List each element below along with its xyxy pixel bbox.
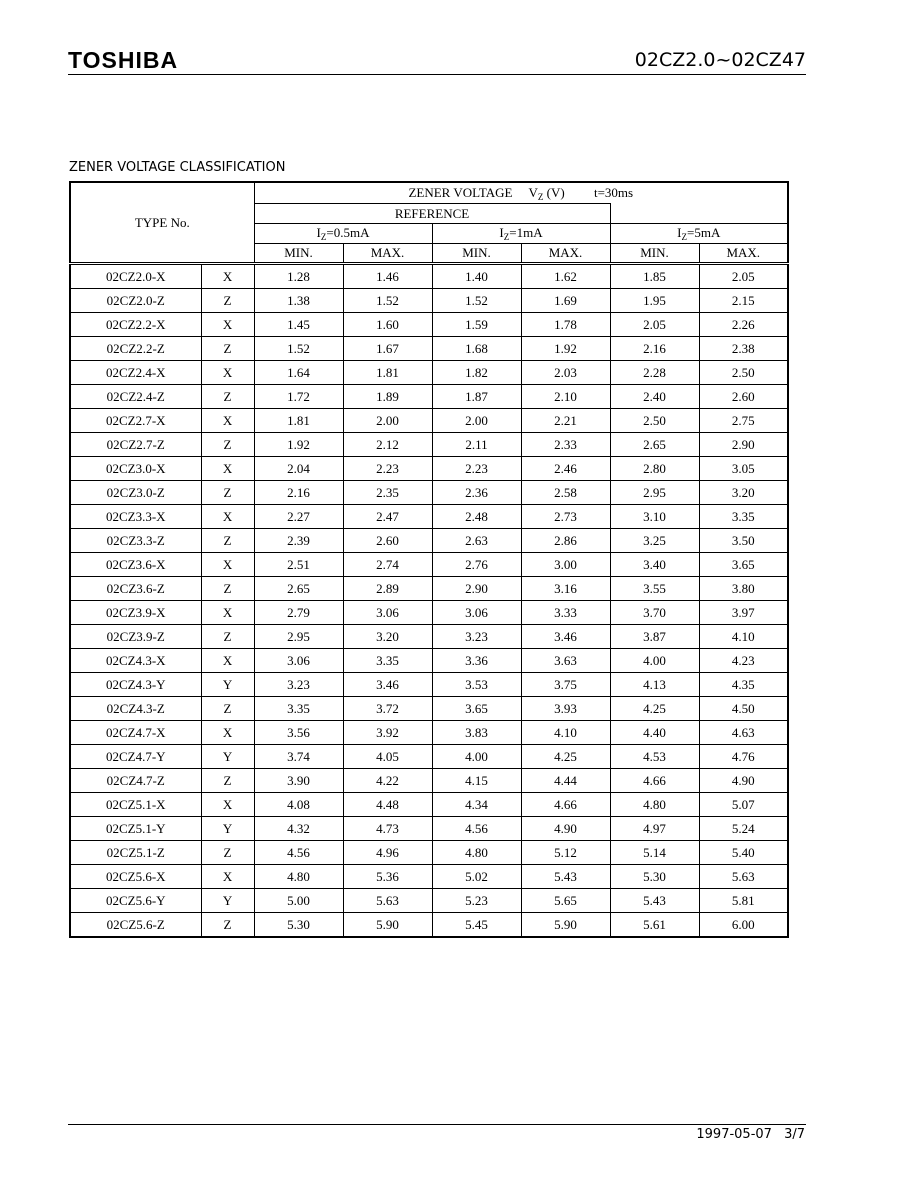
ref-1ma-min-cell: 3.83 — [432, 721, 521, 745]
ref-1ma-min-cell: 2.76 — [432, 553, 521, 577]
ref-05ma-min-cell: 2.27 — [254, 505, 343, 529]
iz-05ma-value: =0.5mA — [326, 225, 370, 240]
ref-05ma-min-cell: 2.95 — [254, 625, 343, 649]
ref-1ma-max-cell: 3.00 — [521, 553, 610, 577]
ref-05ma-max-cell: 3.20 — [343, 625, 432, 649]
type-cell: 02CZ2.2-X — [70, 313, 201, 337]
min-header: MIN. — [610, 244, 699, 264]
ref-1ma-min-cell: 3.06 — [432, 601, 521, 625]
iz-subscript: Z — [681, 232, 688, 242]
iz-5ma-min-cell: 4.13 — [610, 673, 699, 697]
ref-05ma-min-cell: 2.04 — [254, 457, 343, 481]
class-cell: X — [201, 601, 254, 625]
table-row — [70, 457, 788, 481]
iz-5ma-max-cell: 5.81 — [699, 889, 788, 913]
brand-logo: TOSHIBA — [68, 47, 179, 73]
table-row — [70, 913, 788, 938]
class-cell: Z — [201, 625, 254, 649]
ref-1ma-max-cell: 2.33 — [521, 433, 610, 457]
ref-1ma-max-cell: 2.21 — [521, 409, 610, 433]
ref-05ma-max-cell: 3.35 — [343, 649, 432, 673]
table-row — [70, 625, 788, 649]
iz-symbol: I — [316, 225, 321, 240]
iz-5ma-max-cell: 4.35 — [699, 673, 788, 697]
iz-5ma-max-cell: 2.05 — [699, 264, 788, 289]
class-cell: Y — [201, 673, 254, 697]
iz-5ma-min-cell: 4.53 — [610, 745, 699, 769]
table-row — [70, 673, 788, 697]
ref-1ma-max-cell: 4.44 — [521, 769, 610, 793]
type-cell: 02CZ3.6-X — [70, 553, 201, 577]
zener-voltage-header — [254, 182, 788, 204]
iz-5ma-max-cell: 2.50 — [699, 361, 788, 385]
class-cell: Z — [201, 481, 254, 505]
ref-1ma-min-cell: 1.59 — [432, 313, 521, 337]
iz-5ma-min-cell: 2.16 — [610, 337, 699, 361]
type-cell: 02CZ3.3-X — [70, 505, 201, 529]
ref-05ma-min-cell: 2.65 — [254, 577, 343, 601]
type-header-label: TYPE No. — [134, 214, 190, 230]
type-cell: 02CZ3.9-X — [70, 601, 201, 625]
ref-1ma-max-cell: 3.63 — [521, 649, 610, 673]
class-cell: Z — [201, 529, 254, 553]
part-range-title: 02CZ2.0~02CZ47 — [634, 49, 806, 71]
iz-5ma-max-cell: 3.05 — [699, 457, 788, 481]
iz-5ma-max-cell: 3.97 — [699, 601, 788, 625]
ref-05ma-max-cell: 2.00 — [343, 409, 432, 433]
table-row — [70, 385, 788, 409]
zener-voltage-table — [69, 181, 789, 938]
class-cell: X — [201, 409, 254, 433]
ref-05ma-min-cell: 1.38 — [254, 289, 343, 313]
iz-symbol: I — [677, 225, 682, 240]
ref-05ma-min-cell: 3.23 — [254, 673, 343, 697]
vz-symbol: V — [528, 184, 538, 200]
type-cell: 02CZ5.6-X — [70, 865, 201, 889]
ref-1ma-min-cell: 3.36 — [432, 649, 521, 673]
ref-05ma-max-cell: 2.47 — [343, 505, 432, 529]
ref-05ma-min-cell: 1.28 — [254, 264, 343, 289]
iz-symbol: I — [499, 225, 504, 240]
ref-05ma-max-cell: 3.72 — [343, 697, 432, 721]
type-cell: 02CZ5.1-X — [70, 793, 201, 817]
ref-1ma-max-cell: 4.10 — [521, 721, 610, 745]
ref-05ma-min-cell: 1.92 — [254, 433, 343, 457]
iz-5ma-min-cell: 5.61 — [610, 913, 699, 938]
ref-1ma-max-cell: 2.46 — [521, 457, 610, 481]
table-row — [70, 769, 788, 793]
ref-05ma-max-cell: 2.12 — [343, 433, 432, 457]
ref-05ma-min-cell: 1.81 — [254, 409, 343, 433]
type-cell: 02CZ3.3-Z — [70, 529, 201, 553]
footer-date: 1997-05-07 — [696, 1127, 772, 1142]
type-cell: 02CZ4.3-X — [70, 649, 201, 673]
ref-05ma-max-cell: 2.35 — [343, 481, 432, 505]
iz-5ma-max-cell: 4.50 — [699, 697, 788, 721]
iz-5ma-max-cell: 3.20 — [699, 481, 788, 505]
ref-1ma-min-cell: 3.53 — [432, 673, 521, 697]
iz-5ma-max-cell: 2.38 — [699, 337, 788, 361]
ref-1ma-max-cell: 5.65 — [521, 889, 610, 913]
ref-05ma-min-cell: 2.39 — [254, 529, 343, 553]
ref-1ma-max-cell: 2.86 — [521, 529, 610, 553]
class-cell: Z — [201, 433, 254, 457]
table-row — [70, 409, 788, 433]
table-body — [70, 264, 788, 938]
table-header — [70, 182, 788, 264]
ref-1ma-max-cell: 1.78 — [521, 313, 610, 337]
ref-05ma-max-cell: 4.96 — [343, 841, 432, 865]
footer-divider — [68, 1124, 806, 1125]
class-cell: Z — [201, 841, 254, 865]
iz-5ma-min-cell: 4.00 — [610, 649, 699, 673]
ref-1ma-min-cell: 2.63 — [432, 529, 521, 553]
ref-05ma-max-cell: 2.74 — [343, 553, 432, 577]
min-header: MIN. — [254, 244, 343, 264]
type-cell: 02CZ3.0-X — [70, 457, 201, 481]
class-cell: Z — [201, 577, 254, 601]
ref-05ma-min-cell: 1.64 — [254, 361, 343, 385]
type-cell: 02CZ5.6-Z — [70, 913, 201, 938]
ref-05ma-min-cell: 1.52 — [254, 337, 343, 361]
iz-5ma-value: =5mA — [687, 225, 721, 240]
class-cell: Z — [201, 337, 254, 361]
iz-5ma-max-cell: 4.23 — [699, 649, 788, 673]
iz-5ma-max-cell: 2.26 — [699, 313, 788, 337]
iz-5ma-min-cell: 2.80 — [610, 457, 699, 481]
class-cell: Z — [201, 385, 254, 409]
vz-subscript: Z — [537, 191, 544, 202]
ref-1ma-min-cell: 4.34 — [432, 793, 521, 817]
reference-header — [254, 204, 610, 224]
type-header — [70, 182, 254, 264]
class-cell: Y — [201, 889, 254, 913]
ref-1ma-max-cell: 1.92 — [521, 337, 610, 361]
ref-05ma-min-cell: 5.30 — [254, 913, 343, 938]
ref-05ma-max-cell: 1.67 — [343, 337, 432, 361]
reference-blank — [610, 204, 788, 224]
ref-05ma-max-cell: 1.60 — [343, 313, 432, 337]
ref-05ma-max-cell: 1.46 — [343, 264, 432, 289]
ref-05ma-min-cell: 1.72 — [254, 385, 343, 409]
ref-1ma-max-cell: 4.66 — [521, 793, 610, 817]
ref-05ma-min-cell: 2.79 — [254, 601, 343, 625]
iz-5ma-min-cell: 4.66 — [610, 769, 699, 793]
table-row — [70, 577, 788, 601]
ref-1ma-max-cell: 2.58 — [521, 481, 610, 505]
ref-1ma-min-cell: 2.11 — [432, 433, 521, 457]
ref-1ma-min-cell: 1.52 — [432, 289, 521, 313]
table-row — [70, 313, 788, 337]
ref-05ma-max-cell: 4.48 — [343, 793, 432, 817]
class-cell: Y — [201, 745, 254, 769]
table-row — [70, 601, 788, 625]
class-cell: X — [201, 865, 254, 889]
type-cell: 02CZ5.1-Y — [70, 817, 201, 841]
ref-1ma-min-cell: 4.80 — [432, 841, 521, 865]
iz-subscript: Z — [320, 232, 327, 242]
table-row — [70, 817, 788, 841]
ref-05ma-min-cell: 4.80 — [254, 865, 343, 889]
table-row — [70, 793, 788, 817]
ref-1ma-min-cell: 3.23 — [432, 625, 521, 649]
ref-1ma-max-cell: 1.62 — [521, 264, 610, 289]
ref-1ma-max-cell: 4.90 — [521, 817, 610, 841]
ref-05ma-max-cell: 2.23 — [343, 457, 432, 481]
type-cell: 02CZ5.6-Y — [70, 889, 201, 913]
type-cell: 02CZ2.2-Z — [70, 337, 201, 361]
table-row — [70, 505, 788, 529]
iz-5ma-min-cell: 3.25 — [610, 529, 699, 553]
type-cell: 02CZ2.0-X — [70, 264, 201, 289]
table-row — [70, 337, 788, 361]
iz-5ma-min-cell: 2.50 — [610, 409, 699, 433]
iz-5ma-min-cell: 4.25 — [610, 697, 699, 721]
table-row — [70, 697, 788, 721]
ref-05ma-max-cell: 4.05 — [343, 745, 432, 769]
ref-1ma-max-cell: 2.73 — [521, 505, 610, 529]
max-header: MAX. — [521, 244, 610, 264]
iz-1ma-header — [432, 224, 610, 244]
iz-5ma-header — [610, 224, 788, 244]
iz-5ma-min-cell: 5.30 — [610, 865, 699, 889]
iz-5ma-max-cell: 5.24 — [699, 817, 788, 841]
min-header: MIN. — [432, 244, 521, 264]
type-cell: 02CZ4.7-Y — [70, 745, 201, 769]
iz-5ma-min-cell: 2.05 — [610, 313, 699, 337]
iz-5ma-max-cell: 6.00 — [699, 913, 788, 938]
ref-05ma-min-cell: 3.06 — [254, 649, 343, 673]
type-cell: 02CZ2.4-Z — [70, 385, 201, 409]
table-row — [70, 889, 788, 913]
zener-voltage-label: ZENER VOLTAGE — [408, 184, 513, 200]
ref-05ma-min-cell: 4.56 — [254, 841, 343, 865]
table-row — [70, 649, 788, 673]
iz-5ma-max-cell: 2.15 — [699, 289, 788, 313]
class-cell: X — [201, 793, 254, 817]
footer — [696, 1127, 805, 1142]
class-cell: X — [201, 649, 254, 673]
ref-1ma-min-cell: 1.40 — [432, 264, 521, 289]
ref-1ma-min-cell: 2.36 — [432, 481, 521, 505]
iz-5ma-min-cell: 3.87 — [610, 625, 699, 649]
ref-1ma-max-cell: 5.12 — [521, 841, 610, 865]
type-cell: 02CZ3.0-Z — [70, 481, 201, 505]
ref-1ma-min-cell: 1.87 — [432, 385, 521, 409]
ref-05ma-min-cell: 3.35 — [254, 697, 343, 721]
ref-05ma-min-cell: 5.00 — [254, 889, 343, 913]
reference-label: REFERENCE — [394, 205, 470, 221]
ref-1ma-min-cell: 2.23 — [432, 457, 521, 481]
ref-05ma-max-cell: 3.06 — [343, 601, 432, 625]
ref-05ma-max-cell: 5.63 — [343, 889, 432, 913]
ref-05ma-min-cell: 4.08 — [254, 793, 343, 817]
class-cell: X — [201, 264, 254, 289]
ref-1ma-min-cell: 4.00 — [432, 745, 521, 769]
class-cell: Z — [201, 769, 254, 793]
iz-5ma-max-cell: 2.90 — [699, 433, 788, 457]
table-row — [70, 481, 788, 505]
iz-5ma-min-cell: 1.85 — [610, 264, 699, 289]
iz-5ma-min-cell: 4.97 — [610, 817, 699, 841]
vz-unit: (V) — [546, 184, 565, 200]
max-header: MAX. — [699, 244, 788, 264]
footer-page: 3/7 — [784, 1127, 805, 1142]
iz-subscript: Z — [503, 232, 510, 242]
iz-5ma-max-cell: 3.65 — [699, 553, 788, 577]
iz-5ma-max-cell: 3.35 — [699, 505, 788, 529]
iz-5ma-min-cell: 2.28 — [610, 361, 699, 385]
ref-05ma-min-cell: 2.16 — [254, 481, 343, 505]
ref-05ma-min-cell: 1.45 — [254, 313, 343, 337]
ref-1ma-min-cell: 1.82 — [432, 361, 521, 385]
ref-1ma-max-cell: 3.93 — [521, 697, 610, 721]
iz-5ma-min-cell: 5.14 — [610, 841, 699, 865]
type-cell: 02CZ4.7-Z — [70, 769, 201, 793]
class-cell: X — [201, 313, 254, 337]
type-cell: 02CZ4.3-Z — [70, 697, 201, 721]
type-cell: 02CZ2.4-X — [70, 361, 201, 385]
iz-5ma-min-cell: 4.40 — [610, 721, 699, 745]
type-cell: 02CZ5.1-Z — [70, 841, 201, 865]
ref-05ma-max-cell: 5.90 — [343, 913, 432, 938]
type-cell: 02CZ4.7-X — [70, 721, 201, 745]
ref-1ma-max-cell: 5.43 — [521, 865, 610, 889]
ref-1ma-max-cell: 3.16 — [521, 577, 610, 601]
iz-5ma-max-cell: 4.10 — [699, 625, 788, 649]
table-row — [70, 865, 788, 889]
class-cell: Z — [201, 913, 254, 938]
ref-05ma-max-cell: 1.52 — [343, 289, 432, 313]
table-row — [70, 553, 788, 577]
iz-5ma-min-cell: 3.10 — [610, 505, 699, 529]
ref-05ma-max-cell: 2.89 — [343, 577, 432, 601]
ref-1ma-min-cell: 4.15 — [432, 769, 521, 793]
class-cell: X — [201, 457, 254, 481]
iz-5ma-max-cell: 3.50 — [699, 529, 788, 553]
iz-5ma-min-cell: 3.40 — [610, 553, 699, 577]
iz-5ma-min-cell: 2.95 — [610, 481, 699, 505]
ref-05ma-min-cell: 3.56 — [254, 721, 343, 745]
table-row — [70, 264, 788, 289]
type-cell: 02CZ2.7-Z — [70, 433, 201, 457]
type-cell: 02CZ2.7-X — [70, 409, 201, 433]
table-row — [70, 433, 788, 457]
ref-1ma-min-cell: 5.45 — [432, 913, 521, 938]
ref-05ma-min-cell: 4.32 — [254, 817, 343, 841]
ref-1ma-min-cell: 4.56 — [432, 817, 521, 841]
ref-05ma-min-cell: 2.51 — [254, 553, 343, 577]
ref-05ma-max-cell: 4.22 — [343, 769, 432, 793]
iz-5ma-min-cell: 5.43 — [610, 889, 699, 913]
table-row — [70, 529, 788, 553]
ref-1ma-max-cell: 2.03 — [521, 361, 610, 385]
header-divider — [68, 74, 806, 75]
type-cell: 02CZ2.0-Z — [70, 289, 201, 313]
section-title: ZENER VOLTAGE CLASSIFICATION — [69, 160, 286, 175]
ref-1ma-min-cell: 5.23 — [432, 889, 521, 913]
ref-05ma-max-cell: 2.60 — [343, 529, 432, 553]
class-cell: Z — [201, 697, 254, 721]
class-cell: X — [201, 361, 254, 385]
iz-5ma-max-cell: 4.63 — [699, 721, 788, 745]
iz-5ma-max-cell: 5.40 — [699, 841, 788, 865]
table-row — [70, 745, 788, 769]
ref-05ma-max-cell: 3.46 — [343, 673, 432, 697]
ref-1ma-min-cell: 2.00 — [432, 409, 521, 433]
ref-1ma-max-cell: 3.46 — [521, 625, 610, 649]
ref-05ma-max-cell: 3.92 — [343, 721, 432, 745]
ref-1ma-min-cell: 3.65 — [432, 697, 521, 721]
iz-5ma-min-cell: 2.65 — [610, 433, 699, 457]
test-condition: t=30ms — [593, 184, 634, 200]
class-cell: Y — [201, 817, 254, 841]
ref-05ma-min-cell: 3.74 — [254, 745, 343, 769]
ref-1ma-max-cell: 1.69 — [521, 289, 610, 313]
iz-5ma-min-cell: 3.55 — [610, 577, 699, 601]
iz-5ma-max-cell: 3.80 — [699, 577, 788, 601]
iz-5ma-min-cell: 4.80 — [610, 793, 699, 817]
type-cell: 02CZ3.6-Z — [70, 577, 201, 601]
table-row — [70, 289, 788, 313]
ref-1ma-max-cell: 4.25 — [521, 745, 610, 769]
table-row — [70, 721, 788, 745]
ref-1ma-max-cell: 5.90 — [521, 913, 610, 938]
ref-05ma-max-cell: 5.36 — [343, 865, 432, 889]
iz-5ma-min-cell: 1.95 — [610, 289, 699, 313]
table-row — [70, 361, 788, 385]
iz-1ma-value: =1mA — [509, 225, 543, 240]
ref-1ma-min-cell: 5.02 — [432, 865, 521, 889]
ref-1ma-max-cell: 2.10 — [521, 385, 610, 409]
iz-5ma-max-cell: 5.63 — [699, 865, 788, 889]
table-row — [70, 841, 788, 865]
type-cell: 02CZ4.3-Y — [70, 673, 201, 697]
iz-5ma-max-cell: 2.60 — [699, 385, 788, 409]
iz-5ma-max-cell: 5.07 — [699, 793, 788, 817]
class-cell: X — [201, 721, 254, 745]
iz-5ma-min-cell: 3.70 — [610, 601, 699, 625]
ref-1ma-min-cell: 2.48 — [432, 505, 521, 529]
ref-1ma-min-cell: 1.68 — [432, 337, 521, 361]
iz-5ma-max-cell: 4.76 — [699, 745, 788, 769]
ref-05ma-min-cell: 3.90 — [254, 769, 343, 793]
ref-1ma-max-cell: 3.33 — [521, 601, 610, 625]
ref-05ma-max-cell: 1.81 — [343, 361, 432, 385]
class-cell: Z — [201, 289, 254, 313]
ref-1ma-max-cell: 3.75 — [521, 673, 610, 697]
ref-05ma-max-cell: 1.89 — [343, 385, 432, 409]
max-header: MAX. — [343, 244, 432, 264]
iz-5ma-max-cell: 2.75 — [699, 409, 788, 433]
type-cell: 02CZ3.9-Z — [70, 625, 201, 649]
iz-5ma-min-cell: 2.40 — [610, 385, 699, 409]
class-cell: X — [201, 553, 254, 577]
iz-05ma-header — [254, 224, 432, 244]
class-cell: X — [201, 505, 254, 529]
iz-5ma-max-cell: 4.90 — [699, 769, 788, 793]
ref-05ma-max-cell: 4.73 — [343, 817, 432, 841]
ref-1ma-min-cell: 2.90 — [432, 577, 521, 601]
